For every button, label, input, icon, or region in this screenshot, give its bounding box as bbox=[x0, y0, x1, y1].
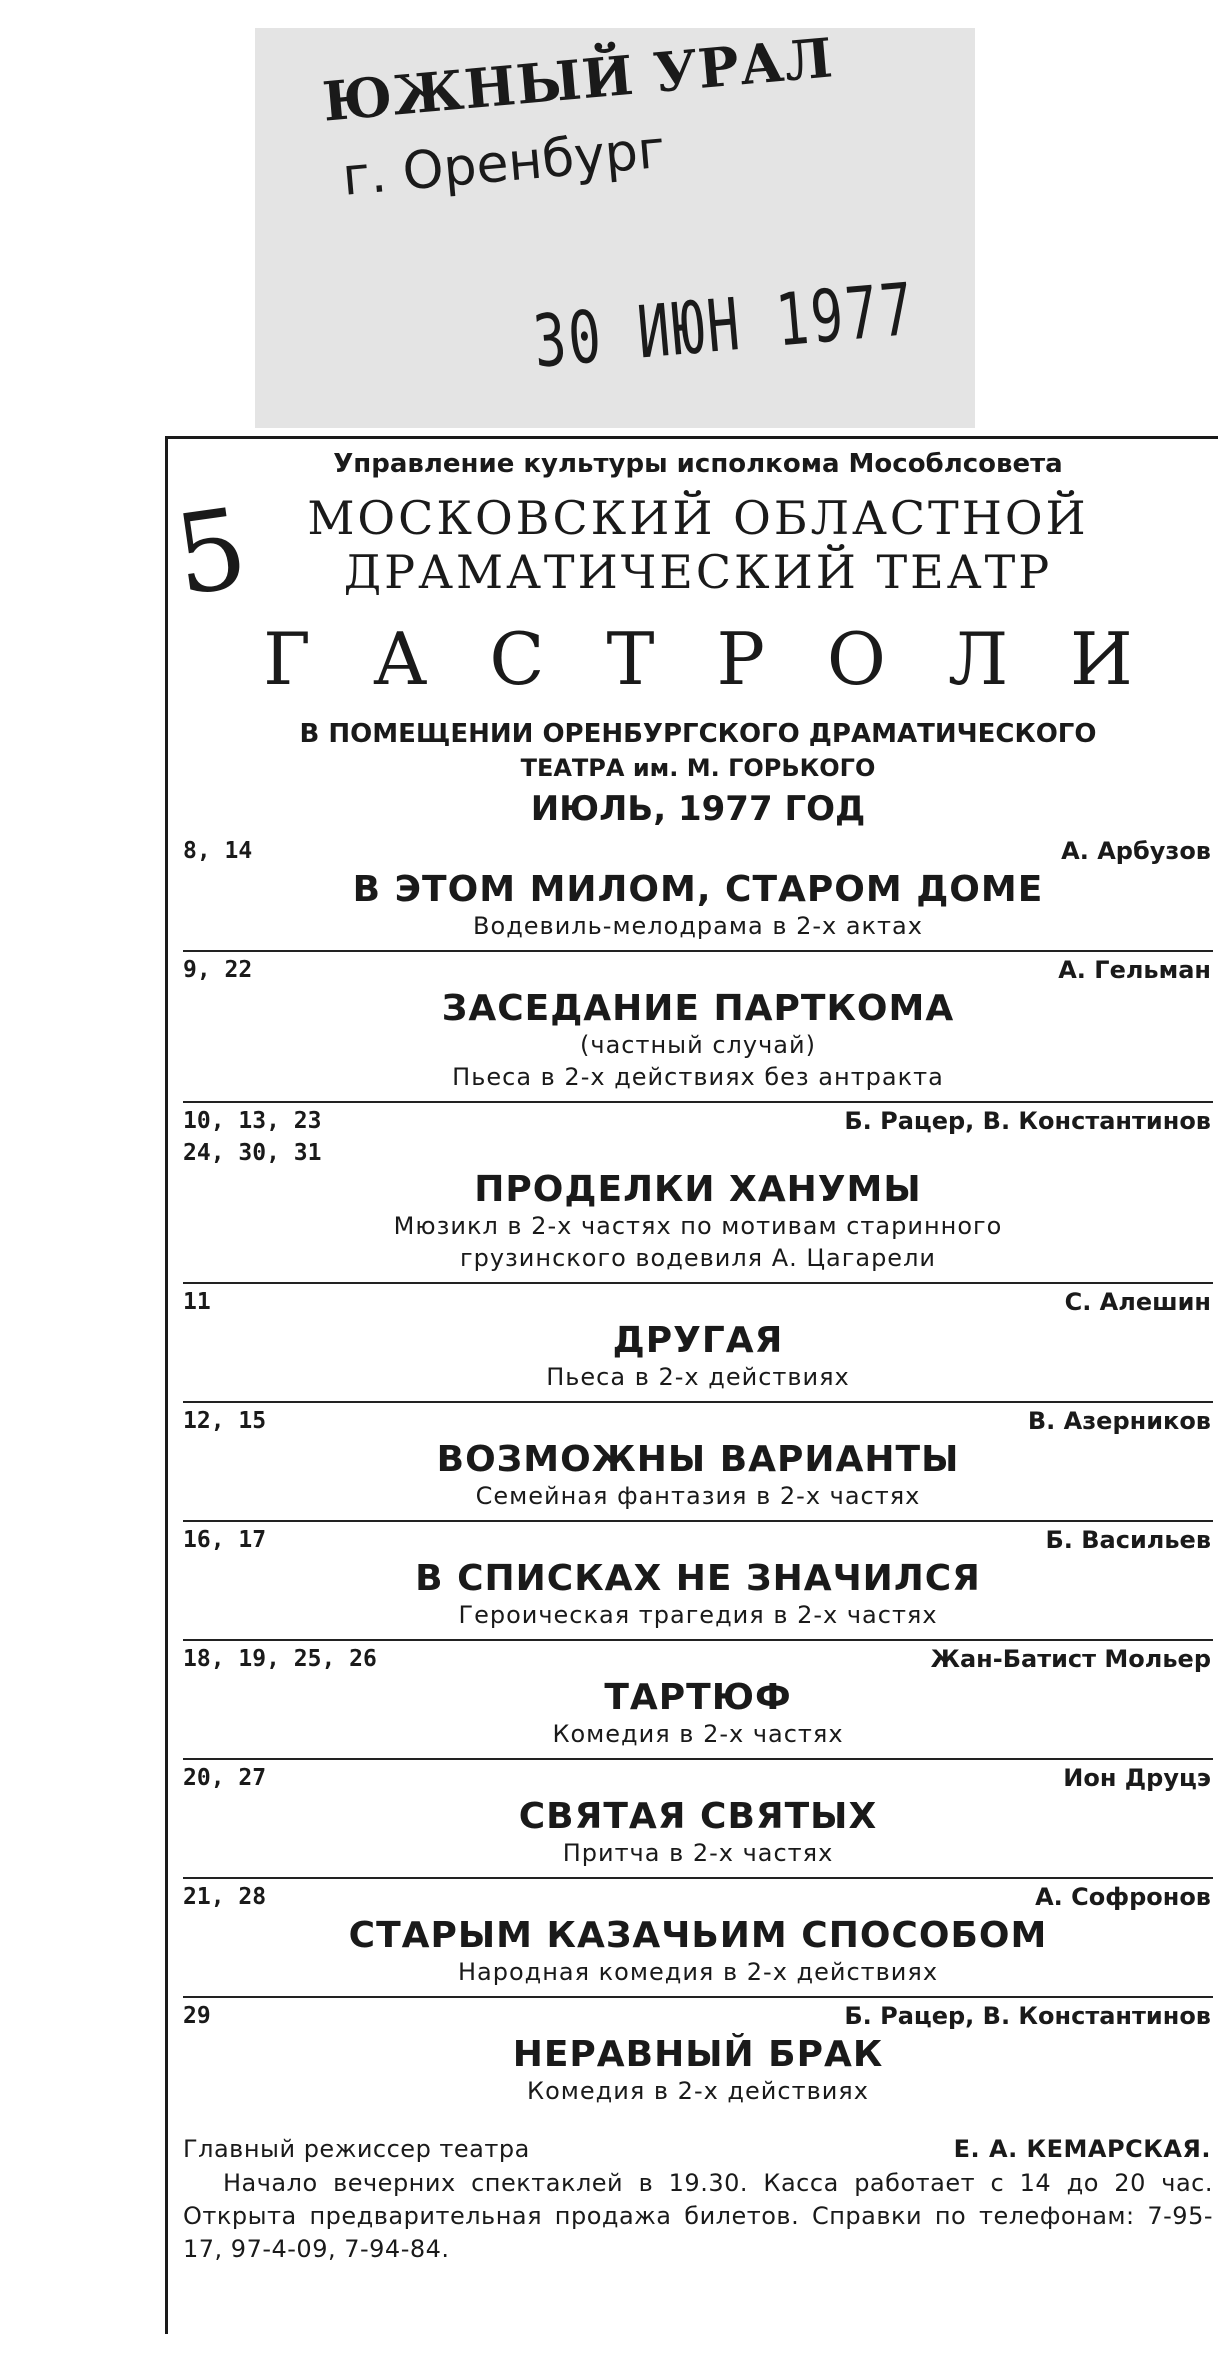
month-heading: ИЮЛЬ, 1977 ГОД bbox=[530, 789, 866, 829]
show-author: Б. Рацер, В. Константинов bbox=[844, 1107, 1211, 1135]
show-author: Жан-Батист Мольер bbox=[930, 1645, 1211, 1673]
show-author: Б. Рацер, В. Константинов bbox=[844, 2002, 1211, 2030]
show-author: С. Алешин bbox=[1064, 1288, 1211, 1316]
show-entry bbox=[183, 1103, 1213, 1284]
theater-name-line2: ДРАМАТИЧЕСКИЙ ТЕАТР bbox=[343, 545, 1053, 599]
show-subtitle: (частный случай) bbox=[580, 1031, 816, 1059]
show-title: ПРОДЕЛКИ ХАНУМЫ bbox=[474, 1169, 922, 1210]
show-entry bbox=[183, 1522, 1213, 1641]
show-genre: Притча в 2-х частях bbox=[562, 1839, 834, 1867]
show-entry bbox=[183, 1998, 1213, 2115]
show-dates: 16, 17 bbox=[183, 1527, 267, 1553]
show-genre: Мюзикл в 2-х частях по мотивам старинного bbox=[393, 1212, 1003, 1240]
poster-footer bbox=[183, 2133, 1213, 2266]
stamp-newspaper-name: ЮЖНЫЙ УРАЛ bbox=[320, 25, 836, 134]
show-dates: 21, 28 bbox=[183, 1884, 267, 1910]
show-title: НЕРАВНЫЙ БРАК bbox=[512, 2034, 884, 2075]
headline: ГАСТРОЛИ bbox=[263, 617, 1195, 701]
theater-poster bbox=[165, 436, 1218, 2334]
show-title: ТАРТЮФ bbox=[604, 1677, 792, 1718]
stamp-date: 30 ИЮН 1977 bbox=[530, 266, 919, 384]
show-title: ДРУГАЯ bbox=[612, 1320, 784, 1361]
show-dates: 18, 19, 25, 26 bbox=[183, 1646, 377, 1672]
show-entry bbox=[183, 1284, 1213, 1403]
show-genre: Пьеса в 2-х действиях без антракта bbox=[452, 1063, 944, 1091]
show-author: А. Гельман bbox=[1058, 956, 1211, 984]
show-dates: 12, 15 bbox=[183, 1408, 267, 1434]
show-author: В. Азерников bbox=[1027, 1407, 1211, 1435]
show-genre: Народная комедия в 2-х действиях bbox=[457, 1958, 939, 1986]
show-genre-line2: грузинского водевиля А. Цагарели bbox=[460, 1244, 936, 1272]
venue bbox=[183, 717, 1213, 785]
show-genre: Комедия в 2-х частях bbox=[552, 1720, 844, 1748]
show-dates: 11 bbox=[183, 1289, 211, 1315]
management-line: Управление культуры исполкома Мособлсовета bbox=[333, 449, 1063, 479]
show-title: ЗАСЕДАНИЕ ПАРТКОМА bbox=[441, 988, 955, 1029]
show-entry bbox=[183, 1760, 1213, 1879]
venue-line1: В ПОМЕЩЕНИИ ОРЕНБУРГСКОГО ДРАМАТИЧЕСКОГО bbox=[299, 719, 1097, 749]
box-office-info: Начало вечерних спектаклей в 19.30. Касса работает с 14 до 20 час. Открыта предварительная продажа билетов. Справки по телефонам: 7-95-17, 97-4-09, 7-94-84. bbox=[183, 2169, 1213, 2263]
show-author: А. Софронов bbox=[1035, 1883, 1211, 1911]
show-entry bbox=[183, 833, 1213, 952]
show-entry bbox=[183, 952, 1213, 1103]
show-dates: 20, 27 bbox=[183, 1765, 267, 1791]
show-title: ВОЗМОЖНЫ ВАРИАНТЫ bbox=[436, 1439, 960, 1480]
show-entry bbox=[183, 1403, 1213, 1522]
show-title: В СПИСКАХ НЕ ЗНАЧИЛСЯ bbox=[415, 1558, 981, 1599]
show-dates: 9, 22 bbox=[183, 957, 253, 983]
handwritten-mark: 5 bbox=[167, 483, 255, 621]
director-line bbox=[183, 2133, 1213, 2167]
show-genre: Водевиль-мелодрама в 2-х актах bbox=[473, 912, 923, 940]
show-author: А. Арбузов bbox=[1061, 837, 1211, 865]
venue-line2: ТЕАТРА им. М. ГОРЬКОГО bbox=[520, 754, 876, 782]
show-author: Ион Друцэ bbox=[1063, 1764, 1211, 1792]
show-entry bbox=[183, 1641, 1213, 1760]
director-name: Е. А. КЕМАРСКАЯ. bbox=[953, 2135, 1211, 2163]
show-genre: Комедия в 2-х действиях bbox=[527, 2077, 869, 2105]
show-genre: Героическая трагедия в 2-х частях bbox=[458, 1601, 938, 1629]
stamp-city: г. Оренбург bbox=[340, 119, 668, 208]
show-genre: Семейная фантазия в 2-х частях bbox=[475, 1482, 921, 1510]
poster-content bbox=[183, 439, 1213, 2266]
theater-name-line1: МОСКОВСКИЙ ОБЛАСТНОЙ bbox=[307, 491, 1089, 545]
show-title: СТАРЫМ КАЗАЧЬИМ СПОСОБОМ bbox=[348, 1915, 1048, 1956]
show-genre: Пьеса в 2-х действиях bbox=[546, 1363, 850, 1391]
director-label: Главный режиссер театра bbox=[183, 2135, 530, 2163]
show-title: СВЯТАЯ СВЯТЫХ bbox=[518, 1796, 878, 1837]
show-dates: 29 bbox=[183, 2003, 211, 2029]
theater-name bbox=[183, 491, 1213, 599]
show-entry bbox=[183, 1879, 1213, 1998]
show-title: В ЭТОМ МИЛОМ, СТАРОМ ДОМЕ bbox=[352, 869, 1044, 910]
show-author: Б. Васильев bbox=[1045, 1526, 1211, 1554]
show-dates: 8, 14 bbox=[183, 838, 253, 864]
show-dates: 10, 13, 23 24, 30, 31 bbox=[183, 1108, 322, 1166]
